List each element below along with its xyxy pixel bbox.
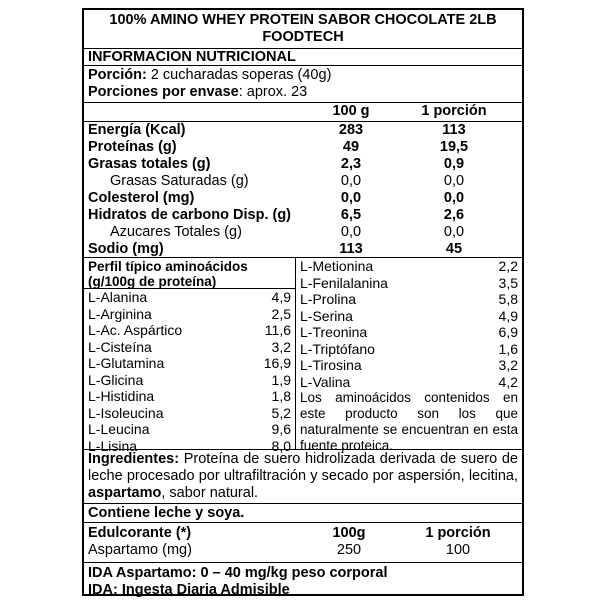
nutrient-value-100g: 49 (342, 139, 360, 155)
nutrition-header-row (84, 103, 522, 122)
sweetener-row-name: Aspartamo (mg) (88, 542, 192, 558)
amino-value: 16,9 (263, 355, 291, 371)
amino-value: 11,6 (264, 322, 291, 338)
amino-value: 4,2 (498, 373, 518, 390)
sweetener-col2: 1 porción (425, 525, 491, 541)
servings-line (84, 84, 522, 103)
amino-name: L-Ac. Aspártico (88, 322, 183, 338)
amino-right-column (296, 258, 522, 454)
amino-name: L-Glicina (88, 371, 144, 388)
amino-row (84, 388, 295, 405)
amino-row (84, 306, 295, 323)
amino-value: 5,2 (271, 404, 291, 421)
amino-row (296, 341, 522, 358)
nutrient-value-portion: 0,0 (443, 190, 465, 206)
amino-header-line2: (g/100g de proteína) (88, 274, 217, 289)
sweetener-header-row (84, 525, 522, 542)
sweetener-col1: 100g (332, 525, 366, 541)
product-title: 100% AMINO WHEY PROTEIN SABOR CHOCOLATE 2LB FOODTECH (84, 10, 522, 49)
amino-profile (84, 258, 522, 454)
nutrient-value-100g: 0,0 (340, 173, 362, 189)
nutrient-value-100g: 6,5 (340, 207, 362, 223)
nutrient-name: Azucares Totales (g) (110, 224, 242, 240)
amino-value: 1,6 (498, 340, 518, 357)
amino-row (296, 291, 522, 308)
amino-left-list (84, 289, 295, 454)
amino-value: 3,2 (498, 357, 518, 373)
ida-line2: IDA: Ingesta Diaria Admisible (88, 582, 290, 598)
amino-row (84, 372, 295, 389)
amino-row (296, 374, 522, 391)
nutrient-name: Grasas totales (g) (88, 156, 211, 172)
nutrition-row (84, 156, 522, 173)
sweetener-row-v1: 250 (336, 542, 362, 558)
amino-row (84, 322, 295, 339)
servings-value: : aprox. 23 (238, 84, 308, 100)
nutrition-label (82, 8, 524, 596)
amino-row (84, 405, 295, 422)
amino-value: 4,9 (498, 307, 518, 324)
amino-header-line1: Perfil típico aminoácidos (88, 259, 248, 274)
amino-value: 8,0 (271, 437, 291, 454)
nutrient-value-100g: 2,3 (340, 156, 362, 172)
portion-line (84, 66, 522, 84)
ingredients-text: Proteína de suero hidrolizada derivada de suero de leche procesado por ultrafiltración y secado por aspersión, lecitina, (88, 451, 518, 484)
nutrient-name: Grasas Saturadas (g) (110, 173, 249, 189)
amino-name: L-Arginina (88, 305, 152, 322)
nutrition-row (84, 122, 522, 139)
amino-row (84, 355, 295, 372)
amino-name: L-Triptófano (300, 340, 375, 357)
amino-name: L-Leucina (88, 421, 150, 437)
amino-value: 4,9 (271, 289, 291, 305)
amino-note: Los aminoácidos contenidos en este producto son los que naturalmente se encuentran en esta fuente proteica. (300, 390, 518, 453)
col-100g-header: 100 g (332, 103, 370, 119)
nutrient-name: Proteínas (g) (88, 139, 177, 155)
amino-value: 9,6 (271, 421, 291, 437)
amino-value: 2,5 (271, 305, 291, 322)
amino-name: L-Cisteína (88, 338, 152, 355)
amino-row (84, 289, 295, 306)
amino-name: L-Tirosina (300, 357, 362, 373)
amino-value: 5,8 (498, 291, 518, 307)
amino-value: 2,2 (498, 258, 518, 274)
nutrient-value-100g: 0,0 (340, 224, 362, 240)
amino-name: L-Alanina (88, 289, 148, 305)
sweetener-label: Edulcorante (*) (88, 525, 192, 541)
amino-row (296, 324, 522, 341)
amino-value: 6,9 (498, 324, 518, 340)
nutrient-value-portion: 2,6 (443, 207, 465, 223)
sweetener-row (84, 542, 522, 559)
nutrition-row (84, 224, 522, 241)
info-title: INFORMACION NUTRICIONAL (84, 49, 522, 66)
nutrient-value-portion: 45 (445, 241, 463, 257)
amino-value: 1,8 (271, 388, 291, 404)
ingredients-label: Ingredientes: (88, 451, 180, 467)
amino-name: L-Glutamina (88, 355, 165, 371)
nutrition-row (84, 241, 522, 258)
portion-label: Porción: (88, 67, 147, 83)
nutrition-row (84, 190, 522, 207)
nutrient-value-portion: 19,5 (439, 139, 469, 155)
amino-name: L-Lisina (88, 437, 138, 454)
amino-row (296, 275, 522, 292)
amino-row (84, 339, 295, 356)
allergen-line: Contiene leche y soya. (84, 504, 522, 523)
nutrient-value-100g: 0,0 (340, 190, 362, 206)
sweetener-row-v2: 100 (445, 542, 471, 558)
servings-label: Porciones por envase (88, 84, 239, 100)
amino-value: 3,2 (271, 338, 291, 355)
nutrient-value-portion: 0,0 (443, 173, 465, 189)
col-portion-header: 1 porción (421, 103, 487, 119)
nutrient-name: Sodio (mg) (88, 241, 164, 257)
nutrient-value-portion: 0,9 (443, 156, 465, 172)
nutrition-rows (84, 122, 522, 258)
nutrition-row (84, 173, 522, 190)
amino-header (84, 258, 295, 289)
nutrient-name: Energía (Kcal) (88, 122, 186, 138)
amino-name: L-Serina (300, 307, 353, 324)
amino-value: 1,9 (271, 371, 291, 388)
portion-value: 2 cucharadas soperas (40g) (150, 67, 332, 83)
ida-line1: IDA Aspartamo: 0 – 40 mg/kg peso corporal (88, 565, 388, 581)
amino-value: 3,5 (498, 274, 518, 291)
amino-row (296, 258, 522, 275)
nutrient-value-portion: 113 (442, 122, 466, 138)
amino-name: L-Metionina (300, 258, 374, 274)
ingredients-text-end: , sabor natural. (161, 485, 259, 501)
amino-right-list (296, 258, 522, 390)
sweetener-table (84, 525, 522, 563)
ingredients-section (84, 450, 522, 504)
nutrient-value-portion: 0,0 (443, 224, 465, 240)
nutrition-row (84, 207, 522, 224)
amino-name: L-Prolina (300, 291, 357, 307)
ida-section (84, 563, 522, 601)
amino-name: L-Valina (300, 373, 351, 390)
amino-row (84, 421, 295, 438)
amino-name: L-Histidina (88, 388, 155, 404)
amino-name: L-Isoleucina (88, 404, 164, 421)
nutrition-row (84, 139, 522, 156)
nutrient-value-100g: 283 (338, 122, 364, 138)
ingredients-highlight: aspartamo (88, 485, 162, 501)
amino-row (296, 308, 522, 325)
amino-row (296, 357, 522, 374)
nutrient-value-100g: 113 (339, 241, 363, 257)
nutrient-name: Hidratos de carbono Disp. (g) (88, 207, 292, 223)
amino-left-column (84, 258, 295, 454)
amino-name: L-Fenilalanina (300, 274, 388, 291)
nutrition-table (84, 103, 522, 258)
amino-name: L-Treonina (300, 324, 368, 340)
nutrient-name: Colesterol (mg) (88, 190, 195, 206)
amino-row (84, 438, 295, 455)
